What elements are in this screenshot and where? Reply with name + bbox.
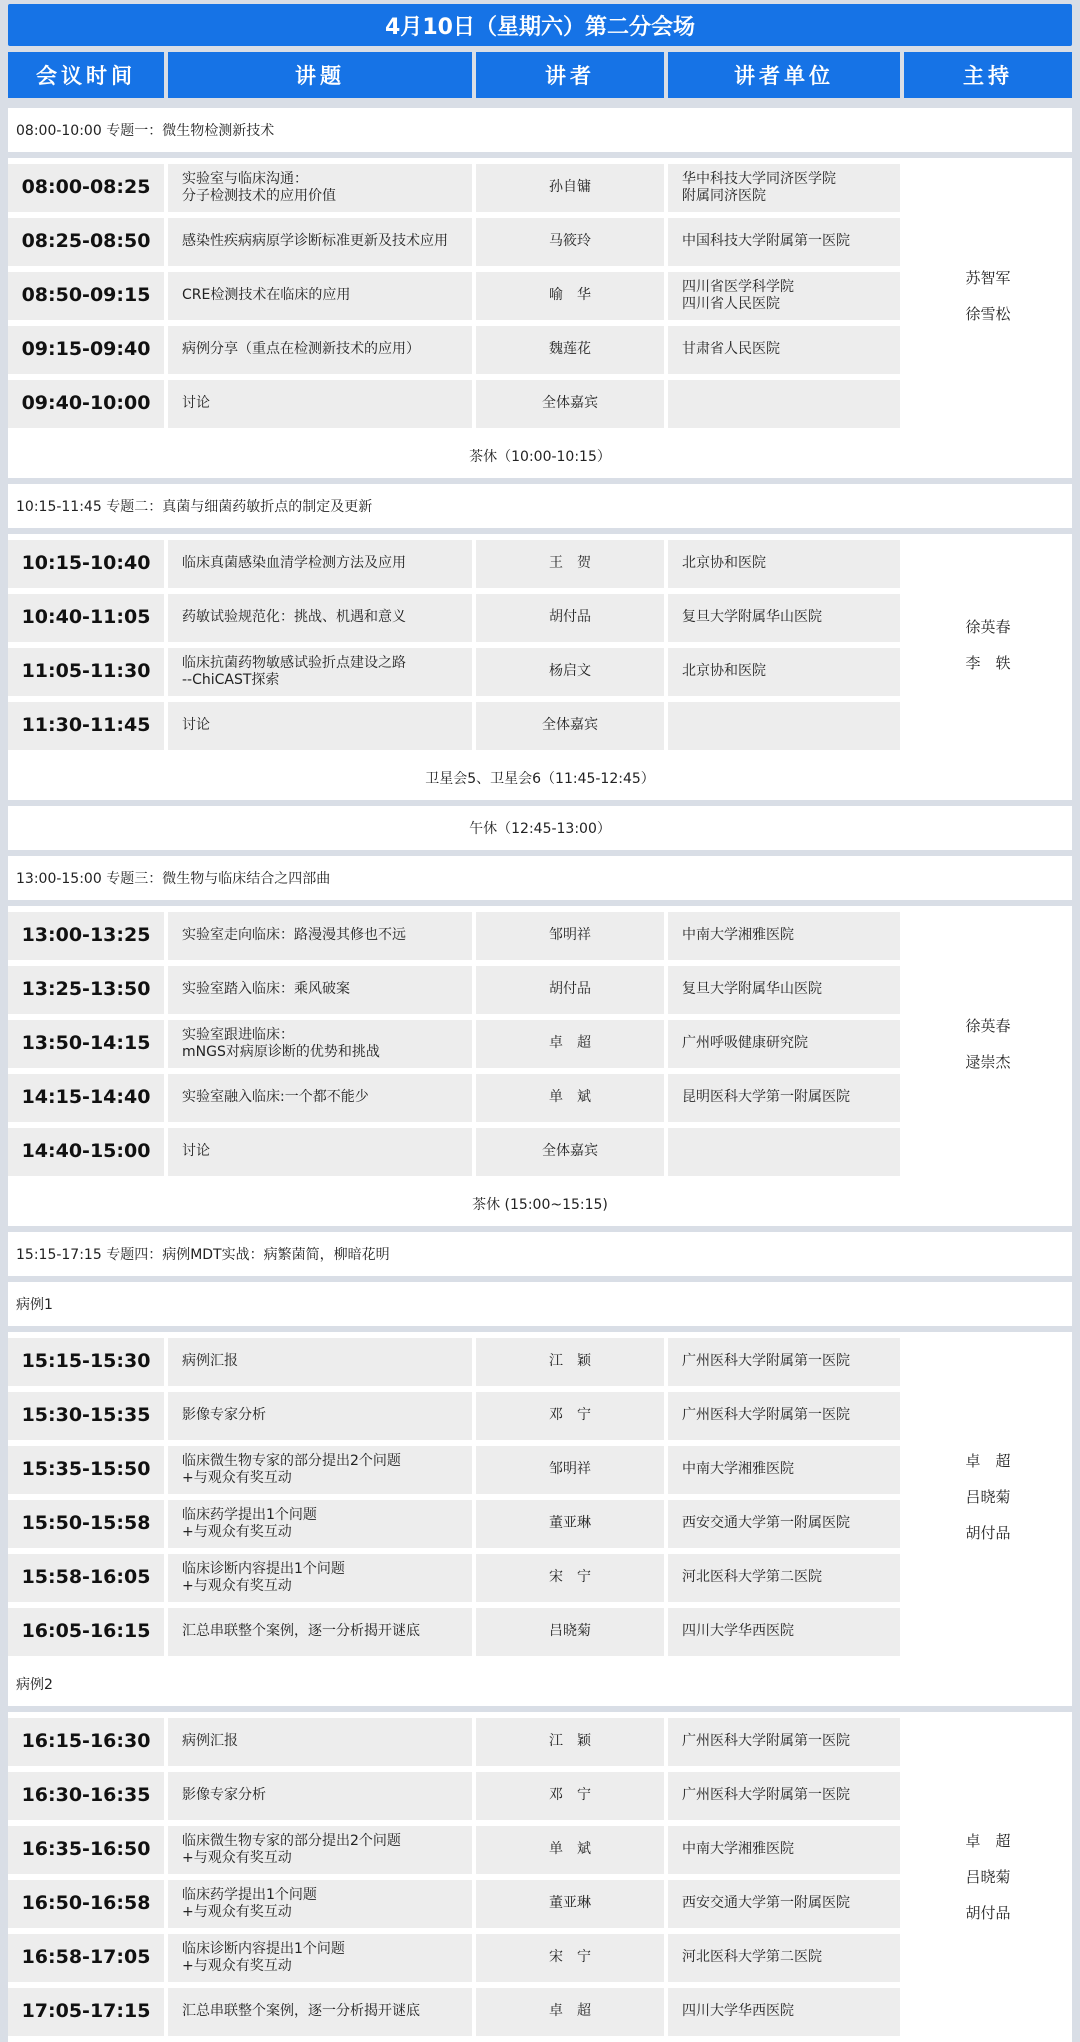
session-time: 15:15-15:30 [8,1338,164,1386]
host-name: 苏智军 [965,269,1011,287]
speaker-name: 全体嘉宾 [476,1128,664,1176]
talk-topic-line: 实验室跟进临床： [182,1026,294,1043]
speaker-unit-line: 广州医科大学附属第一医院 [682,1407,850,1424]
talk-topic-line: --ChiCAST探索 [182,672,280,688]
speaker-name: 江 颖 [476,1718,664,1766]
host-name: 卓 超 [965,1832,1011,1850]
page-title: 4月10日（星期六）第二分会场 [8,4,1072,46]
speaker-name: 宋 宁 [476,1554,664,1602]
speaker-name: 全体嘉宾 [476,702,664,750]
speaker-unit [668,1826,900,1874]
talk-topic-line: 病例分享（重点在检测新技术的应用） [182,341,420,358]
talk-topic-line: +与观众有奖互动 [182,1850,292,1866]
host-name: 徐英春 [965,1017,1011,1035]
talk-topic-line: 病例汇报 [182,1353,238,1370]
talk-topic-line: +与观众有奖互动 [182,1958,292,1974]
session-time: 15:58-16:05 [8,1554,164,1602]
talk-topic-lines [182,1353,238,1371]
speaker-unit [668,648,900,696]
speaker-name: 江 颖 [476,1338,664,1386]
talk-topic-line: 临床抗菌药物敏感试验折点建设之路 [182,654,406,671]
speaker-unit-line: 广州呼吸健康研究院 [682,1035,808,1052]
session-time: 09:15-09:40 [8,326,164,374]
talk-topic-lines [182,1733,238,1751]
talk-topic [168,1446,472,1494]
talk-topic-lines [182,1407,266,1425]
speaker-unit-lines [682,1895,850,1913]
speaker-unit-line: 华中科技大学同济医学院 [682,170,836,187]
talk-topic-line: 影像专家分析 [182,1787,266,1804]
talk-topic-lines [182,233,448,251]
talk-topic-lines [182,1833,401,1868]
talk-topic [168,1338,472,1386]
session-time: 16:50-16:58 [8,1880,164,1928]
talk-topic-lines [182,927,406,945]
session-time: 14:40-15:00 [8,1128,164,1176]
speaker-unit-line: 河北医科大学第二医院 [682,1569,822,1586]
talk-topic-line: 影像专家分析 [182,1407,266,1424]
speaker-unit-lines [682,233,850,251]
speaker-unit-lines [682,1569,822,1587]
talk-topic-line: 汇总串联整个案例，逐一分析揭开谜底 [182,2003,420,2020]
session-time: 08:00-08:25 [8,164,164,212]
talk-topic-line: 感染性疾病病原学诊断标准更新及技术应用 [182,233,448,250]
speaker-unit-line: 北京协和医院 [682,663,766,680]
talk-topic-line: 临床真菌感染血清学检测方法及应用 [182,555,406,572]
speaker-unit [668,1446,900,1494]
speaker-unit [668,218,900,266]
speaker-unit [668,1338,900,1386]
session-time: 11:30-11:45 [8,702,164,750]
talk-topic [168,1880,472,1928]
speaker-name: 邓 宁 [476,1772,664,1820]
talk-topic [168,380,472,428]
speaker-unit [668,1988,900,2036]
speaker-unit-lines [682,341,780,359]
speaker-unit [668,912,900,960]
talk-topic [168,966,472,1014]
speaker-unit [668,272,900,320]
speaker-unit-lines [682,981,822,999]
speaker-unit-lines [682,1461,794,1479]
session-time: 08:50-09:15 [8,272,164,320]
speaker-unit-line: 复旦大学附属华山医院 [682,981,822,998]
host-cell [904,164,1072,428]
talk-topic-line: 临床诊断内容提出1个问题 [182,1560,345,1577]
speaker-unit-line: 广州医科大学附属第一医院 [682,1733,850,1750]
session-time: 15:50-15:58 [8,1500,164,1548]
session-time: 16:15-16:30 [8,1718,164,1766]
talk-topic-lines [182,395,210,413]
speaker-name: 胡付品 [476,594,664,642]
host-cell [904,912,1072,1176]
section-band: 15:15-17:15 专题四：病例MDT实战：病繁菌简，柳暗花明 [8,1232,1072,1276]
speaker-unit [668,1880,900,1928]
speaker-unit-line: 河北医科大学第二医院 [682,1949,822,1966]
speaker-name: 吕晓菊 [476,1608,664,1656]
speaker-unit [668,1772,900,1820]
speaker-name: 董亚琳 [476,1500,664,1548]
speaker-unit [668,164,900,212]
speaker-unit-line: 四川省医学科学院 [682,278,794,295]
speaker-unit-line: 北京协和医院 [682,555,766,572]
talk-topic [168,1772,472,1820]
session-time: 10:15-10:40 [8,540,164,588]
talk-topic-lines [182,171,336,206]
session-time: 13:00-13:25 [8,912,164,960]
section-band: 病例2 [8,1662,1072,1706]
talk-topic-line: 临床药学提出1个问题 [182,1886,317,1903]
session-time: 13:50-14:15 [8,1020,164,1068]
host-name: 吕晓菊 [965,1488,1011,1506]
host-name: 胡付品 [965,1524,1011,1542]
host-name: 徐英春 [965,618,1011,636]
speaker-unit-line: 广州医科大学附属第一医院 [682,1787,850,1804]
talk-topic-line: 药敏试验规范化：挑战、机遇和意义 [182,609,406,626]
speaker-unit-lines [682,1787,850,1805]
talk-topic [168,1500,472,1548]
section-band: 病例1 [8,1282,1072,1326]
speaker-name: 单 斌 [476,1074,664,1122]
session-time: 10:40-11:05 [8,594,164,642]
speaker-name: 邹明祥 [476,912,664,960]
host-name: 胡付品 [965,1904,1011,1922]
speaker-unit-lines [682,2003,794,2021]
header-host: 主持 [904,52,1072,98]
session-time: 16:58-17:05 [8,1934,164,1982]
speaker-unit-line: 中国科技大学附属第一医院 [682,233,850,250]
speaker-unit-lines [682,927,794,945]
speaker-name: 单 斌 [476,1826,664,1874]
session-time: 15:35-15:50 [8,1446,164,1494]
talk-topic [168,1128,472,1176]
session-time: 16:05-16:15 [8,1608,164,1656]
speaker-unit [668,1608,900,1656]
speaker-unit [668,1934,900,1982]
talk-topic-lines [182,287,350,305]
speaker-unit-line: 中南大学湘雅医院 [682,1841,794,1858]
speaker-unit-line: 昆明医科大学第一附属医院 [682,1089,850,1106]
session-time: 13:25-13:50 [8,966,164,1014]
speaker-unit-lines [682,279,794,314]
talk-topic-lines [182,1143,210,1161]
break-band: 茶休（10:00-10:15） [8,434,1072,478]
talk-topic-lines [182,717,210,735]
speaker-name: 孙自镛 [476,164,664,212]
speaker-unit [668,1074,900,1122]
break-band: 卫星会5、卫星会6（11:45-12:45） [8,756,1072,800]
speaker-unit-lines [682,1035,808,1053]
speaker-name: 杨启文 [476,648,664,696]
header-time: 会议时间 [8,52,164,98]
speaker-unit-lines [682,1623,794,1641]
session-time: 11:05-11:30 [8,648,164,696]
section-band: 13:00-15:00 专题三：微生物与临床结合之四部曲 [8,856,1072,900]
speaker-unit-line: 复旦大学附属华山医院 [682,609,822,626]
talk-topic-lines [182,341,420,359]
talk-topic [168,540,472,588]
speaker-unit-line: 甘肃省人民医院 [682,341,780,358]
speaker-unit-lines [682,1515,850,1533]
speaker-name: 宋 宁 [476,1934,664,1982]
talk-topic-line: +与观众有奖互动 [182,1470,292,1486]
section-band: 10:15-11:45 专题二：真菌与细菌药敏折点的制定及更新 [8,484,1072,528]
speaker-unit [668,1718,900,1766]
talk-topic-line: +与观众有奖互动 [182,1904,292,1920]
session-time: 15:30-15:35 [8,1392,164,1440]
talk-topic-lines [182,1941,345,1976]
speaker-unit-lines [682,609,822,627]
talk-topic [168,164,472,212]
talk-topic-line: 实验室踏入临床：乘风破案 [182,981,350,998]
talk-topic-line: 汇总串联整个案例，逐一分析揭开谜底 [182,1623,420,1640]
speaker-unit-lines [682,171,836,206]
host-cell [904,1338,1072,1656]
talk-topic-lines [182,1507,317,1542]
talk-topic [168,1826,472,1874]
host-name: 徐雪松 [965,305,1011,323]
speaker-unit-lines [682,555,766,573]
header-speaker: 讲者 [476,52,664,98]
speaker-unit [668,702,900,750]
speaker-name: 王 贺 [476,540,664,588]
talk-topic-lines [182,555,406,573]
speaker-unit [668,380,900,428]
talk-topic-line: mNGS对病原诊断的优势和挑战 [182,1044,380,1060]
speaker-name: 喻 华 [476,272,664,320]
session-time: 16:30-16:35 [8,1772,164,1820]
talk-topic-line: 讨论 [182,1143,210,1160]
header-unit: 讲者单位 [668,52,900,98]
talk-topic [168,1020,472,1068]
speaker-unit-lines [682,663,766,681]
session-time: 14:15-14:40 [8,1074,164,1122]
talk-topic-line: 讨论 [182,395,210,412]
talk-topic-line: 临床微生物专家的部分提出2个问题 [182,1452,401,1469]
speaker-unit-line: 四川省人民医院 [682,296,780,312]
talk-topic-lines [182,655,406,690]
talk-topic [168,1718,472,1766]
talk-topic [168,594,472,642]
session-time: 16:35-16:50 [8,1826,164,1874]
talk-topic-lines [182,609,406,627]
talk-topic [168,1554,472,1602]
host-name: 吕晓菊 [965,1868,1011,1886]
speaker-unit-line: 西安交通大学第一附属医院 [682,1515,850,1532]
talk-topic [168,218,472,266]
talk-topic-line: 实验室走向临床：路漫漫其修也不远 [182,927,406,944]
talk-topic-line: 病例汇报 [182,1733,238,1750]
talk-topic-lines [182,1453,401,1488]
section-band: 08:00-10:00 专题一：微生物检测新技术 [8,108,1072,152]
speaker-name: 卓 超 [476,1988,664,2036]
talk-topic-line: +与观众有奖互动 [182,1578,292,1594]
speaker-unit-lines [682,1733,850,1751]
talk-topic [168,648,472,696]
speaker-unit-line: 四川大学华西医院 [682,2003,794,2020]
talk-topic [168,272,472,320]
speaker-name: 董亚琳 [476,1880,664,1928]
talk-topic [168,1608,472,1656]
speaker-unit-line: 四川大学华西医院 [682,1623,794,1640]
talk-topic-line: CRE检测技术在临床的应用 [182,287,351,304]
talk-topic-line: 临床药学提出1个问题 [182,1506,317,1523]
speaker-unit [668,326,900,374]
speaker-unit-line: 中南大学湘雅医院 [682,1461,794,1478]
speaker-unit-line: 附属同济医院 [682,188,766,204]
talk-topic-lines [182,1089,369,1107]
speaker-unit-lines [682,1353,850,1371]
talk-topic [168,1934,472,1982]
speaker-name: 全体嘉宾 [476,380,664,428]
talk-topic [168,1988,472,2036]
speaker-unit [668,540,900,588]
talk-topic-lines [182,1787,266,1805]
host-name: 卓 超 [965,1452,1011,1470]
speaker-name: 邓 宁 [476,1392,664,1440]
speaker-name: 马筱玲 [476,218,664,266]
talk-topic-line: 实验室融入临床:一个都不能少 [182,1089,369,1106]
talk-topic [168,702,472,750]
talk-topic-lines [182,1623,420,1641]
talk-topic-line: +与观众有奖互动 [182,1524,292,1540]
talk-topic [168,912,472,960]
speaker-unit-line: 西安交通大学第一附属医院 [682,1895,850,1912]
session-time: 17:05-17:15 [8,1988,164,2036]
speaker-unit [668,1500,900,1548]
speaker-unit [668,1554,900,1602]
talk-topic-lines [182,1887,317,1922]
speaker-unit [668,1392,900,1440]
talk-topic-lines [182,981,350,999]
speaker-unit-lines [682,1949,822,1967]
talk-topic-line: 分子检测技术的应用价值 [182,188,336,204]
host-name: 李 轶 [965,654,1011,672]
break-band: 午休（12:45-13:00） [8,806,1072,850]
speaker-unit [668,966,900,1014]
talk-topic [168,1392,472,1440]
talk-topic-line: 讨论 [182,717,210,734]
host-cell [904,1718,1072,2036]
talk-topic-line: 实验室与临床沟通： [182,170,308,187]
speaker-unit [668,1020,900,1068]
talk-topic [168,1074,472,1122]
speaker-unit-lines [682,1407,850,1425]
host-name: 逯崇杰 [965,1053,1011,1071]
talk-topic-line: 临床诊断内容提出1个问题 [182,1940,345,1957]
break-band: 茶休 (15:00~15:15) [8,1182,1072,1226]
speaker-unit [668,1128,900,1176]
header-topic: 讲题 [168,52,472,98]
speaker-unit-lines [682,1089,850,1107]
speaker-name: 魏莲花 [476,326,664,374]
speaker-name: 邹明祥 [476,1446,664,1494]
session-time: 08:25-08:50 [8,218,164,266]
talk-topic-lines [182,1027,380,1062]
speaker-name: 胡付品 [476,966,664,1014]
talk-topic [168,326,472,374]
speaker-unit [668,594,900,642]
speaker-name: 卓 超 [476,1020,664,1068]
host-cell [904,540,1072,750]
speaker-unit-line: 广州医科大学附属第一医院 [682,1353,850,1370]
session-time: 09:40-10:00 [8,380,164,428]
speaker-unit-line: 中南大学湘雅医院 [682,927,794,944]
talk-topic-line: 临床微生物专家的部分提出2个问题 [182,1832,401,1849]
talk-topic-lines [182,1561,345,1596]
talk-topic-lines [182,2003,420,2021]
speaker-unit-lines [682,1841,794,1859]
